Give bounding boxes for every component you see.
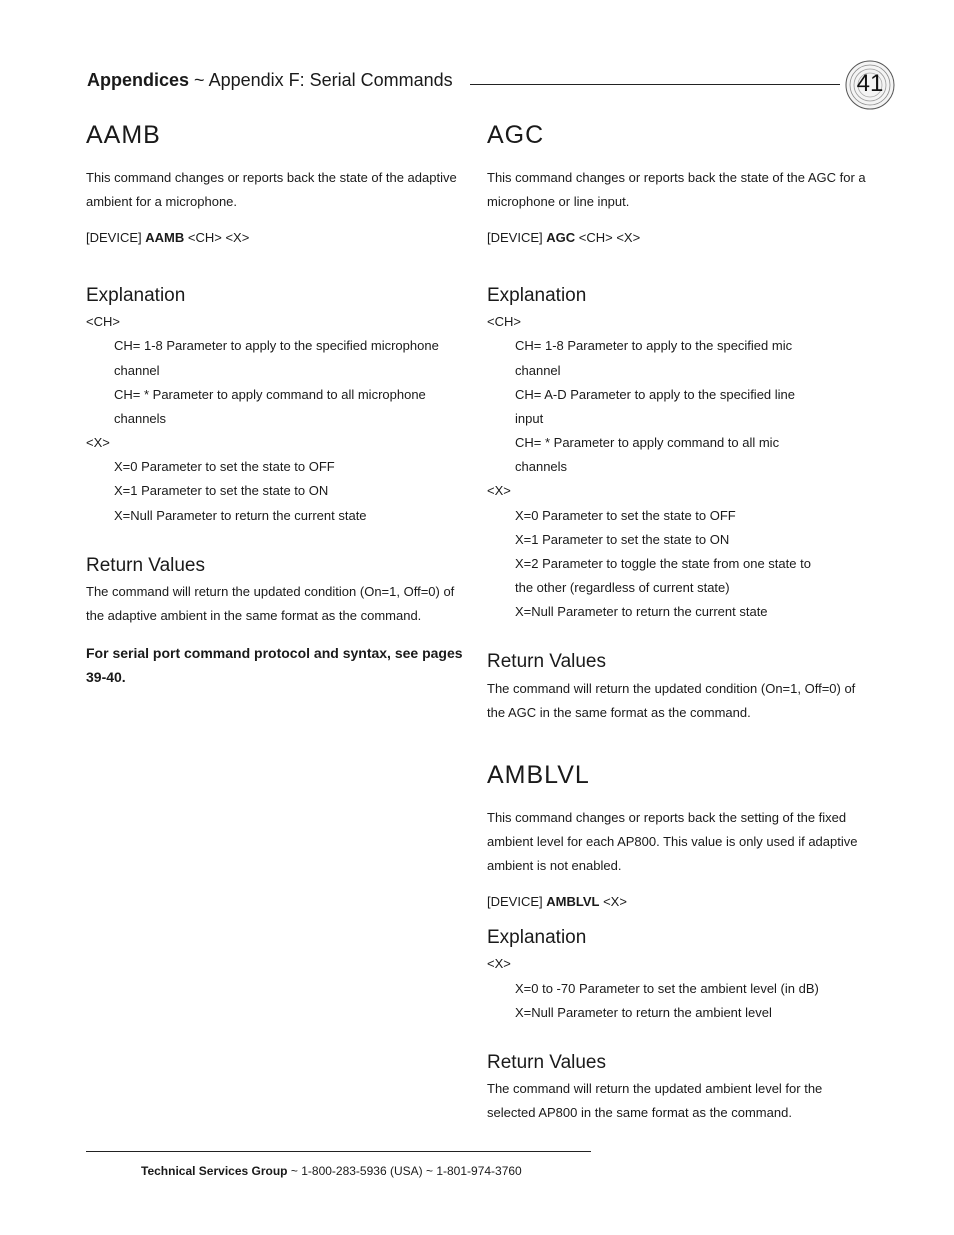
protocol-note: For serial port command protocol and syntax, see pages 39-40. [86, 645, 463, 685]
footer-org: Technical Services Group [141, 1164, 288, 1178]
agc-ch-line: CH= * Parameter to apply command to all mic [515, 435, 780, 450]
aamb-syntax-params: <CH> <X> [187, 230, 250, 245]
aamb-ch-line: channel [114, 363, 160, 378]
amblvl-description: This command changes or reports back the setting of the fixed ambient level for each AP800. This value is only used if adaptive ambient is not enabled. [487, 810, 858, 873]
agc-x-line: X=0 Parameter to set the state to OFF [515, 508, 736, 523]
agc-return-text: The command will return the updated condition (On=1, Off=0) of the AGC in the same format as the command. [487, 681, 856, 720]
aamb-x-label: <X> [86, 435, 110, 450]
agc-x-label: <X> [487, 483, 511, 498]
amblvl-syntax-device: [DEVICE] [487, 894, 543, 909]
agc-syntax-command: AGC [546, 230, 576, 245]
footer-phone-usa: 1-800-283-5936 (USA) [301, 1164, 423, 1178]
agc-ch-line: channel [515, 363, 561, 378]
agc-ch-line: CH= A-D Parameter to apply to the specified line [515, 387, 796, 402]
footer-separator: ~ [425, 1164, 433, 1178]
header-title: Appendix F: Serial Commands [208, 70, 453, 90]
agc-ch-line: CH= 1-8 Parameter to apply to the specified mic [515, 338, 793, 353]
agc-x-line: X=1 Parameter to set the state to ON [515, 532, 730, 547]
running-header [87, 70, 453, 91]
aamb-syntax-device: [DEVICE] [86, 230, 142, 245]
page-number: 41 [856, 70, 884, 97]
amblvl-syntax-command: AMBLVL [546, 894, 600, 909]
aamb-x-line: X=0 Parameter to set the state to OFF [114, 459, 335, 474]
aamb-return-heading: Return Values [86, 555, 205, 576]
agc-ch-label: <CH> [487, 314, 521, 329]
footer-rule [86, 1151, 591, 1152]
agc-syntax [487, 230, 640, 245]
amblvl-title: AMBLVL [487, 761, 590, 789]
header-section: Appendices [87, 70, 190, 90]
agc-syntax-device: [DEVICE] [487, 230, 543, 245]
aamb-return-text: The command will return the updated condition (On=1, Off=0) of the adaptive ambient in the same format as the command. [86, 584, 455, 623]
amblvl-x-line: X=0 to -70 Parameter to set the ambient level (in dB) [515, 981, 819, 996]
aamb-title: AAMB [86, 121, 161, 149]
aamb-ch-line: CH= 1-8 Parameter to apply to the specified microphone [114, 338, 439, 353]
amblvl-return-text: The command will return the updated ambient level for the selected AP800 in the same format as the command. [487, 1081, 823, 1120]
amblvl-syntax-params: <X> [603, 894, 627, 909]
aamb-syntax [86, 230, 249, 245]
aamb-ch-line: channels [114, 411, 167, 426]
header-rule [470, 84, 840, 85]
aamb-description: This command changes or reports back the state of the adaptive ambient for a microphone. [86, 170, 457, 209]
aamb-ch-line: CH= * Parameter to apply command to all microphone [114, 387, 426, 402]
agc-x-line: X=Null Parameter to return the current state [515, 604, 768, 619]
footer [141, 1164, 522, 1178]
amblvl-return-heading: Return Values [487, 1052, 606, 1073]
agc-ch-line: channels [515, 459, 568, 474]
amblvl-x-label: <X> [487, 956, 511, 971]
amblvl-explanation-heading: Explanation [487, 927, 587, 948]
amblvl-x-line: X=Null Parameter to return the ambient level [515, 1005, 772, 1020]
footer-phone-intl: 1-801-974-3760 [436, 1164, 522, 1178]
aamb-explanation-heading: Explanation [86, 285, 186, 306]
agc-x-line: the other (regardless of current state) [515, 580, 730, 595]
agc-description: This command changes or reports back the state of the AGC for a microphone or line input. [487, 170, 866, 209]
amblvl-syntax [487, 894, 627, 909]
aamb-syntax-command: AAMB [145, 230, 185, 245]
aamb-ch-label: <CH> [86, 314, 120, 329]
agc-return-heading: Return Values [487, 651, 606, 672]
agc-ch-line: input [515, 411, 544, 426]
footer-separator: ~ [290, 1164, 298, 1178]
agc-explanation-heading: Explanation [487, 285, 587, 306]
aamb-x-line: X=Null Parameter to return the current state [114, 508, 367, 523]
agc-syntax-params: <CH> <X> [578, 230, 641, 245]
aamb-x-line: X=1 Parameter to set the state to ON [114, 483, 329, 498]
agc-x-line: X=2 Parameter to toggle the state from one state to [515, 556, 811, 571]
header-separator: ~ [194, 70, 205, 90]
agc-title: AGC [487, 121, 545, 149]
